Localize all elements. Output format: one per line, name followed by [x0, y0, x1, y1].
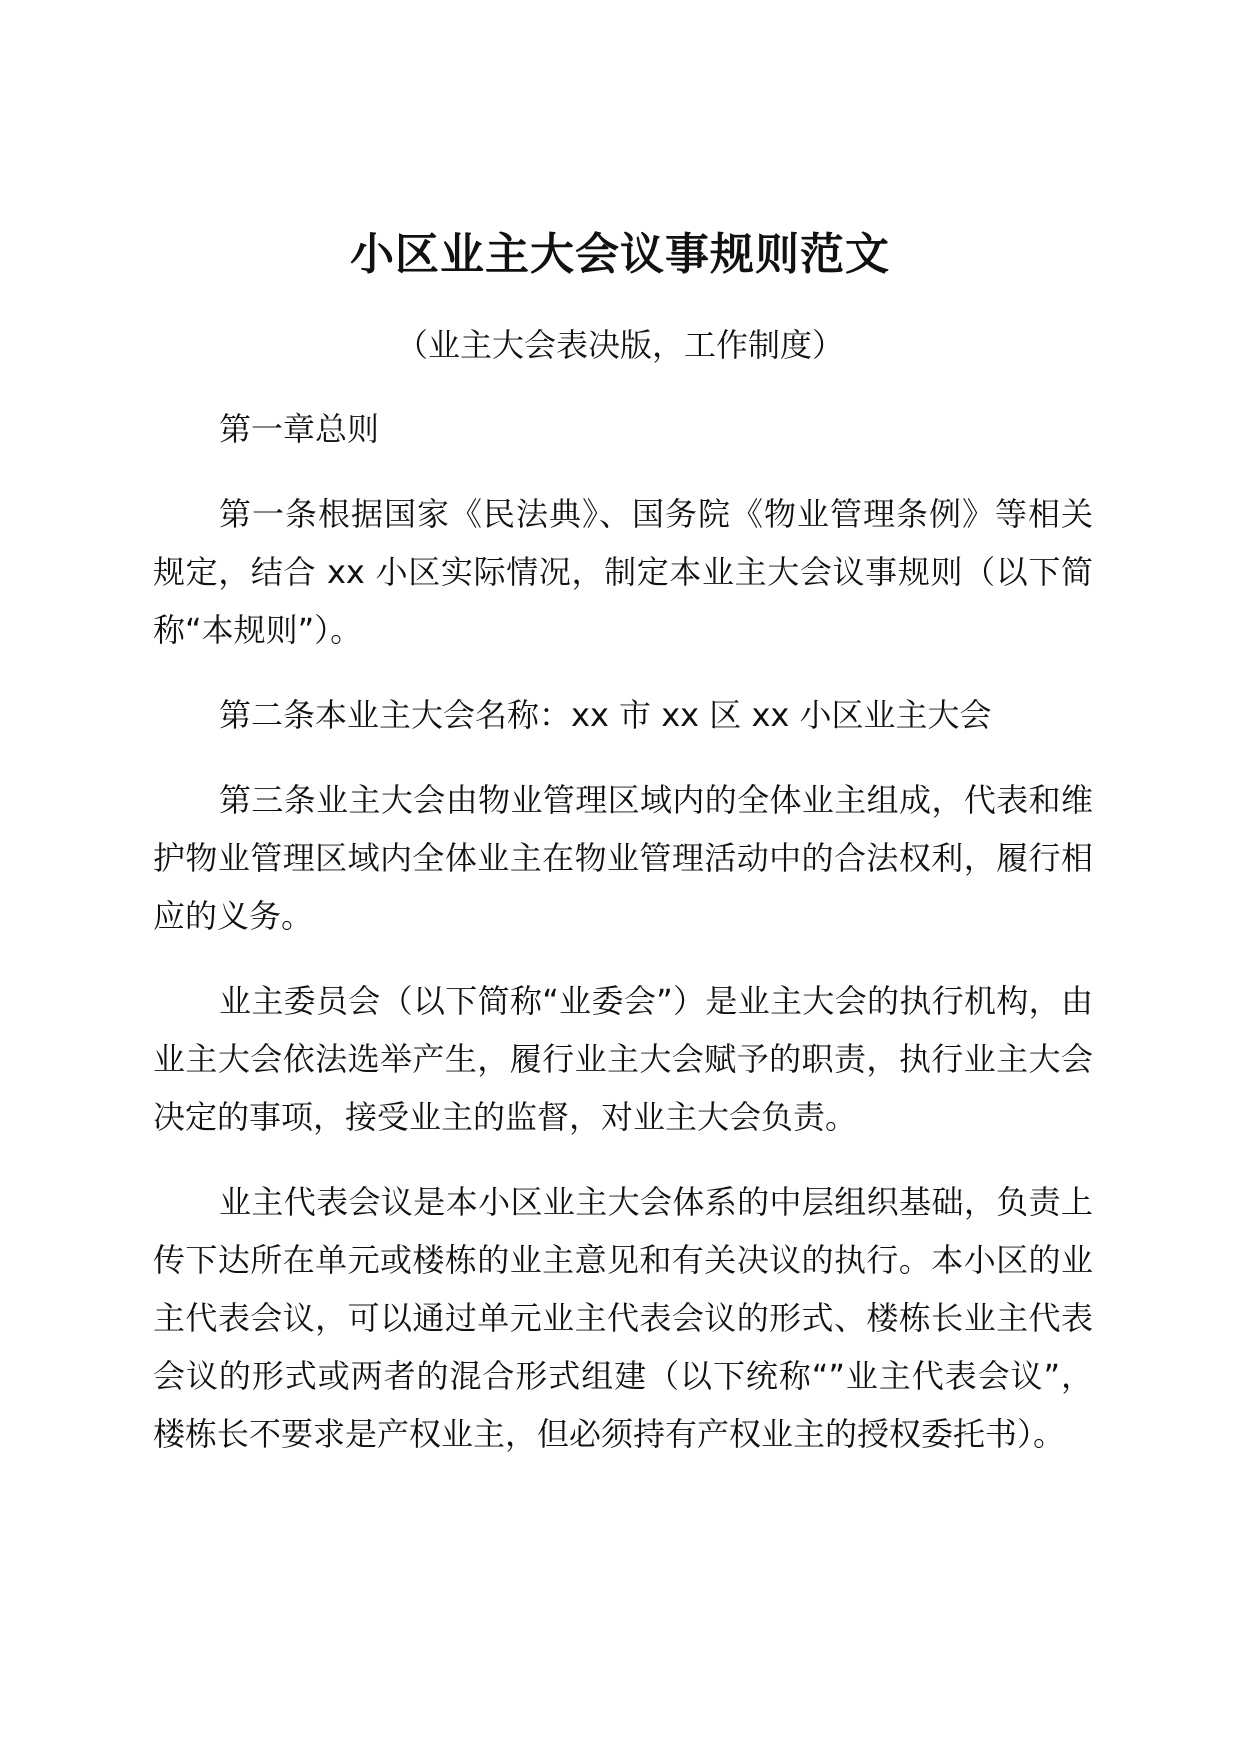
document-title: 小区业主大会议事规则范文 [350, 229, 890, 280]
document-subtitle: （业主大会表决版，工作制度） [395, 326, 844, 364]
paragraph-article-3: 第三条业主大会由物业管理区域内的全体业主组成，代表和维护物业管理区域内全体业主在物业管理活动中的合法权利，履行相应的义务。 [153, 781, 1093, 935]
document-body [153, 400, 1093, 1490]
paragraph-representatives: 业主代表会议是本小区业主大会体系的中层组织基础，负责上传下达所在单元或楼栋的业主意见和有关决议的执行。本小区的业主代表会议，可以通过单元业主代表会议的形式、楼栋长业主代表会议的形式或两者的混合形式组建（以下统称“”业主代表会议”，楼栋长不要求是产权业主，但必须持有产权业主的授权委托书）。 [153, 1183, 1093, 1453]
paragraph-article-1: 第一条根据国家《民法典》、国务院《物业管理条例》等相关规定，结合 xx 小区实际情况，制定本业主大会议事规则（以下简称“本规则”）。 [153, 495, 1093, 649]
paragraph-committee: 业主委员会（以下简称“业委会”）是业主大会的执行机构，由业主大会依法选举产生，履行业主大会赋予的职责，执行业主大会决定的事项，接受业主的监督，对业主大会负责。 [153, 982, 1093, 1136]
chapter-heading: 第一章总则 [219, 410, 380, 448]
paragraph-article-2: 第二条本业主大会名称：xx 市 xx 区 xx 小区业主大会 [219, 696, 992, 734]
